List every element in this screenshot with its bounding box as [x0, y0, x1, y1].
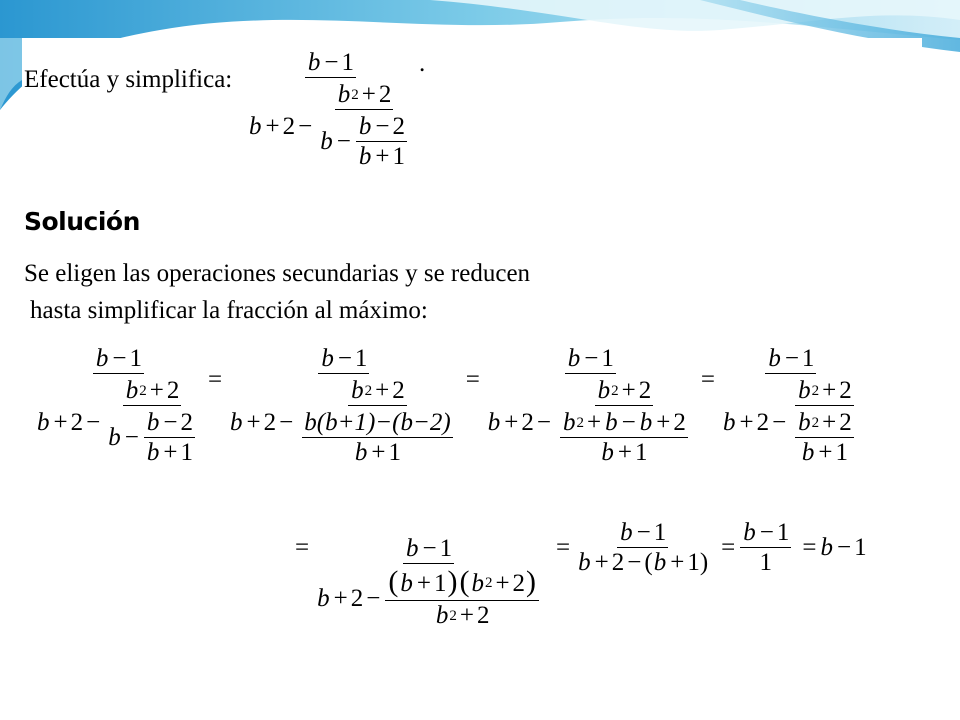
step-1-fraction: b − 1 b + 2 − b 2 + 2 b − b − 2 b + 1 [37, 345, 193, 466]
solution-heading: Solución [24, 207, 140, 236]
equals-sign: = [721, 533, 736, 561]
equals-sign: = [465, 366, 480, 393]
step-5-fraction: b − 1 b + 2 − ( b + 1 ) ( b 2 + 2 ) b 2 + 2 [314, 534, 543, 632]
solution-text-line-1: Se eligen las operaciones secundarias y se reducen [24, 260, 531, 287]
step-3-fraction: b − 1 b + 2 − b 2 + 2 b 2 + b − b + 2 b + 1 [487, 345, 686, 466]
equals-sign: = [556, 533, 571, 561]
derivation-row-2 [292, 518, 867, 632]
equals-sign: = [802, 533, 817, 561]
problem-expression [244, 48, 425, 175]
step-6-fraction: b − 1 b + 2 − ( b + 1 ) [578, 518, 709, 576]
equals-sign: = [207, 366, 223, 393]
period: . [418, 50, 426, 77]
equals-sign: = [700, 366, 715, 393]
derivation-row-1 [32, 344, 864, 471]
step-4-fraction: b − 1 b + 2 − b 2 + 2 b 2 + 2 b + 1 [722, 345, 852, 466]
final-result: b − 1 [820, 533, 867, 561]
solution-text-line-2: hasta simplificar la fracción al máximo: [30, 297, 428, 324]
step-7-fraction: b − 1 1 [740, 518, 791, 577]
main-fraction: b − 1 b + 2 − b 2 + 2 b − b − 2 b + 1 [249, 49, 405, 170]
step-2-fraction: b − 1 b + 2 − b 2 + 2 b(b+1)−(b−2) b + 1 [230, 345, 451, 466]
equals-sign: = [295, 533, 310, 561]
problem-statement: Efectúa y simplifica: [24, 66, 233, 93]
